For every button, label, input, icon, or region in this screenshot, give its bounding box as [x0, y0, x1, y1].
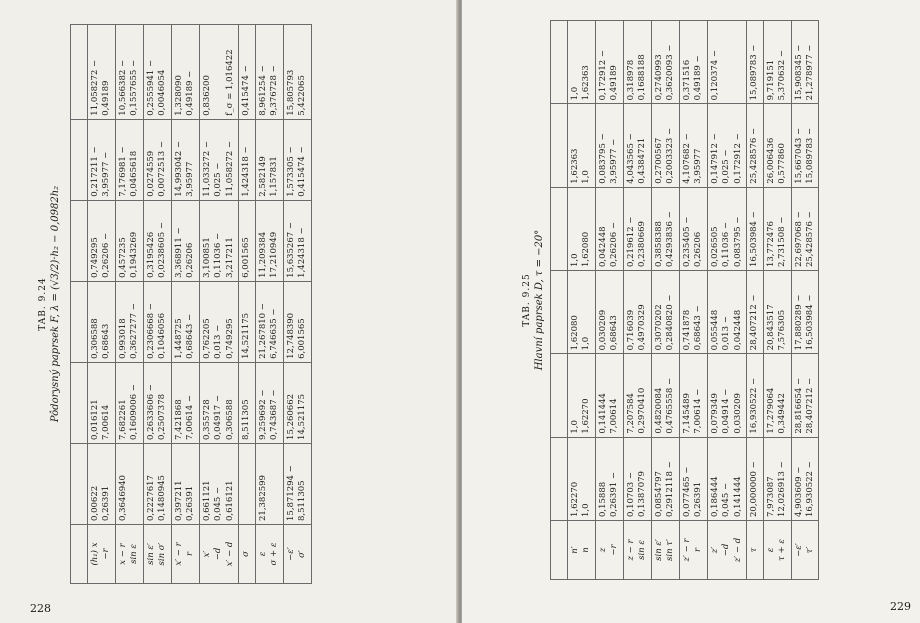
table-cell: 0,993018 0,3627277 − — [115, 281, 143, 362]
table-cell: 1,0 1,62270 — [568, 354, 596, 437]
table-cell: 3,100851 0,11036 − 3,217211 — [199, 200, 238, 281]
table-cell: 0,2306668 − 0,1046056 — [143, 281, 171, 362]
row-label: z′ − r r — [679, 521, 707, 580]
table-row — [747, 21, 763, 580]
table-cell: 11,209384 17,210949 — [255, 200, 283, 281]
table-cell: 0,661121 0,045 − 0,616121 — [199, 443, 238, 524]
table-cell: 0,318978 0,1688188 — [623, 21, 651, 104]
left-page-number: 228 — [30, 602, 51, 615]
table-cell: 0,2740993 0,3620093 − — [651, 21, 679, 104]
table-row — [763, 21, 791, 580]
row-label: ε σ + ε — [255, 525, 283, 584]
table-cell: 14,521175 — [239, 281, 255, 362]
table-cell: 0,016121 7,00614 — [88, 362, 116, 443]
right-table-title: Hlavní paprsek D, τ = −20° — [534, 229, 545, 371]
row-label: ε τ + ε — [763, 521, 791, 580]
row-label: σ — [239, 525, 255, 584]
table-cell: 0,3195426 0,0238605 − — [143, 200, 171, 281]
right-book-page — [462, 0, 920, 623]
table-cell: 4,107682 − 3,95977 — [679, 104, 707, 187]
table-cell: 1,62080 1,0 — [568, 271, 596, 354]
right-page-number: 229 — [890, 600, 911, 613]
table-cell: 0,083795 − 3,95977 − — [595, 104, 623, 187]
table-cell: 0,147912 − 0,025 − 0,172912 − — [707, 104, 746, 187]
left-table — [70, 24, 312, 584]
table-cell: 0,306588 0,68643 — [88, 281, 116, 362]
row-label: n′ n — [568, 521, 596, 580]
table-cell: 0,3646940 — [115, 443, 143, 524]
table-cell: 4,043565 − 0,4384721 — [623, 104, 651, 187]
table-cell: 28,407212 − — [747, 271, 763, 354]
table-cell: 21,267810 − 6,746635 − — [255, 281, 283, 362]
table-cell: 0,397211 0,26391 — [171, 443, 199, 524]
table-cell: 0,2633606 − 0,2507378 — [143, 362, 171, 443]
table-cell: 17,880289 − 16,503984 − — [791, 271, 819, 354]
row-label: x − r sin ε — [115, 525, 143, 584]
table-cell: 15,667043 − 15,089783 − — [791, 104, 819, 187]
table-cell: 7,145489 7,00614 − — [679, 354, 707, 437]
table-cell: 0,235405 − 0,26206 — [679, 187, 707, 270]
table-cell: 1,0 1,62363 — [568, 21, 596, 104]
row-label: sin ε′ sin τ′ — [651, 521, 679, 580]
table-cell: 1,0 1,62080 — [568, 187, 596, 270]
table-cell: 9,719151 5,370632 − — [763, 21, 791, 104]
row-label: (h₁) x −r — [88, 525, 116, 584]
left-table-label: TAB. 9.24 — [38, 277, 48, 331]
table-cell: 7,176981 − 0,0465618 — [115, 119, 143, 200]
table-cell: 0,762205 0,013 − 0,749295 — [199, 281, 238, 362]
table-cell: 0,3070202 0,2840820 − — [651, 271, 679, 354]
table-cell: 0,055448 0,013 − 0,042448 — [707, 271, 746, 354]
table-row — [115, 25, 143, 584]
table-cell: 7,682261 0,1609006 − — [115, 362, 143, 443]
table-cell: 0,457235 0,1943269 — [115, 200, 143, 281]
table-cell: 1,424318 − — [239, 119, 255, 200]
table-cell: 0,186444 0,045 − 0,141444 — [707, 437, 746, 520]
row-label: z −r — [595, 521, 623, 580]
table-row — [171, 25, 199, 584]
table-row — [568, 21, 596, 580]
table-cell: 8,511305 — [239, 362, 255, 443]
table-row — [791, 21, 819, 580]
table-cell: 0,026505 0,11036 − 0,083795 − — [707, 187, 746, 270]
table-cell: 16,503984 − — [747, 187, 763, 270]
table-cell: 13,772476 2,731508 − — [763, 187, 791, 270]
row-label: x′ −d x′ − d — [199, 525, 238, 584]
table-cell: 0,120374 − — [707, 21, 746, 104]
table-row — [595, 21, 623, 580]
table-cell: 0,741878 0,68643 − — [679, 271, 707, 354]
table-cell: 0,4820084 0,4765558 − — [651, 354, 679, 437]
table-cell: 21,382599 — [255, 443, 283, 524]
table-cell: 0,077465 − 0,26391 — [679, 437, 707, 520]
table-row — [707, 21, 746, 580]
table-cell: 11,033272 − 0,025 − 11,058272 − — [199, 119, 238, 200]
table-cell: 22,697068 − 25,428576 − — [791, 187, 819, 270]
table-cell: 0,219612 − 0,2380669 — [623, 187, 651, 270]
row-label: τ — [747, 521, 763, 580]
table-row — [88, 25, 116, 584]
table-cell: 15,260662 14,521175 — [283, 362, 311, 443]
row-label: z′ −d z′ − d — [707, 521, 746, 580]
table-cell: 25,428576 − — [747, 104, 763, 187]
row-label: x′ − r r — [171, 525, 199, 584]
table-cell: 28,816654 − 28,407212 − — [791, 354, 819, 437]
table-cell: 20,843517 7,576305 — [763, 271, 791, 354]
table-cell: 15,908345 − 21,278977 − — [791, 21, 819, 104]
table-cell: 10,566382 − 0,1557655 − — [115, 25, 143, 120]
table-cell: 0,217211 − 3,95977 − — [88, 119, 116, 200]
row-label: sin ε′ sin σ′ — [143, 525, 171, 584]
table-cell: 1,448725 0,68643 − — [171, 281, 199, 362]
table-cell: 1,573305 − 0,415474 − — [283, 119, 311, 200]
left-table-body — [88, 25, 312, 584]
left-book-page — [0, 0, 458, 623]
table-cell: 1,62270 1,0 — [568, 437, 596, 520]
table-row — [199, 25, 238, 584]
table-cell: 11,058272 − 0,49189 — [88, 25, 116, 120]
table-cell: 7,421868 7,00614 − — [171, 362, 199, 443]
table-cell: 0,15888 0,26391 − — [595, 437, 623, 520]
table-row — [679, 21, 707, 580]
right-rotated-content — [514, 20, 914, 580]
table-cell: 0,716039 0,4970329 — [623, 271, 651, 354]
table-cell: 1,328090 0,49189 − — [171, 25, 199, 120]
table-cell: 15,871294 − 8,511305 — [283, 443, 311, 524]
table-cell: 16,930522 − — [747, 354, 763, 437]
table-cell: 15,635267 − 1,424318 − — [283, 200, 311, 281]
table-cell: 15,089783 − — [747, 21, 763, 104]
table-cell: 0,415474 − — [239, 25, 255, 120]
left-rotated-content — [30, 24, 430, 584]
table-cell: 0,2555941 − 0,0046054 — [143, 25, 171, 120]
right-table-body — [568, 21, 819, 580]
table-cell: 0,00622 0,26391 — [88, 443, 116, 524]
table-cell: 0,0854797 0,2912118 − — [651, 437, 679, 520]
table-row — [651, 21, 679, 580]
table-cell: 8,961254 − 9,376728 − — [255, 25, 283, 120]
table-cell: 14,993042 − 3,95977 — [171, 119, 199, 200]
table-cell: 4,903609 − 16,930522 − — [791, 437, 819, 520]
table-cell: 17,279064 0,349442 — [763, 354, 791, 437]
row-label: −ε′ τ′ — [791, 521, 819, 580]
table-cell: 7,207584 0,2970410 — [623, 354, 651, 437]
right-table-label: TAB. 9.25 — [522, 273, 532, 327]
table-cell: 0,749295 0,26206 − — [88, 200, 116, 281]
table-cell: 3,368911 − 0,26206 — [171, 200, 199, 281]
table-cell: 0,042448 0,26206 − — [595, 187, 623, 270]
table-cell: 7,973087 12,026913 − — [763, 437, 791, 520]
table-row — [255, 25, 283, 584]
table-cell: 0,355728 0,04917 − 0,306588 — [199, 362, 238, 443]
row-label: −ε′ σ′ — [283, 525, 311, 584]
table-cell: 6,001565 — [239, 200, 255, 281]
table-row — [283, 25, 311, 584]
table-cell — [239, 443, 255, 524]
table-cell: 1,62363 1,0 — [568, 104, 596, 187]
table-cell: 9,259692 − 0,743687 − — [255, 362, 283, 443]
left-table-title: Pôdorysný paprsek F, λ = (√3/2)·h₂ − 0,0982h₂ — [50, 185, 61, 423]
table-row — [623, 21, 651, 580]
table-cell: 20,000000 − — [747, 437, 763, 520]
table-cell: 12,748390 6,001565 — [283, 281, 311, 362]
table-cell: 0,0274559 0,0072513 − — [143, 119, 171, 200]
table-cell: 15,805793 5,422065 — [283, 25, 311, 120]
table-cell: 0,030209 0,68643 — [595, 271, 623, 354]
table-cell: 0,836200 f_σ = 1,016422 — [199, 25, 238, 120]
table-cell: 0,371516 0,49189 − — [679, 21, 707, 104]
right-table — [550, 20, 819, 580]
table-cell: 0,2227617 0,1480945 — [143, 443, 171, 524]
table-cell: 2,582149 1,157831 — [255, 119, 283, 200]
table-cell: 0,079349 0,04914 − 0,030209 — [707, 354, 746, 437]
table-cell: 0,3858388 0,4293836 − — [651, 187, 679, 270]
table-cell: 0,172912 − 0,49189 — [595, 21, 623, 104]
table-row — [239, 25, 255, 584]
table-cell: 0,2700567 0,2003323 − — [651, 104, 679, 187]
row-label: z − r sin ε — [623, 521, 651, 580]
table-cell: 26,006436 0,577860 — [763, 104, 791, 187]
table-cell: 0,10703 − 0,1387079 — [623, 437, 651, 520]
table-cell: 0,141444 7,00614 — [595, 354, 623, 437]
table-row — [143, 25, 171, 584]
